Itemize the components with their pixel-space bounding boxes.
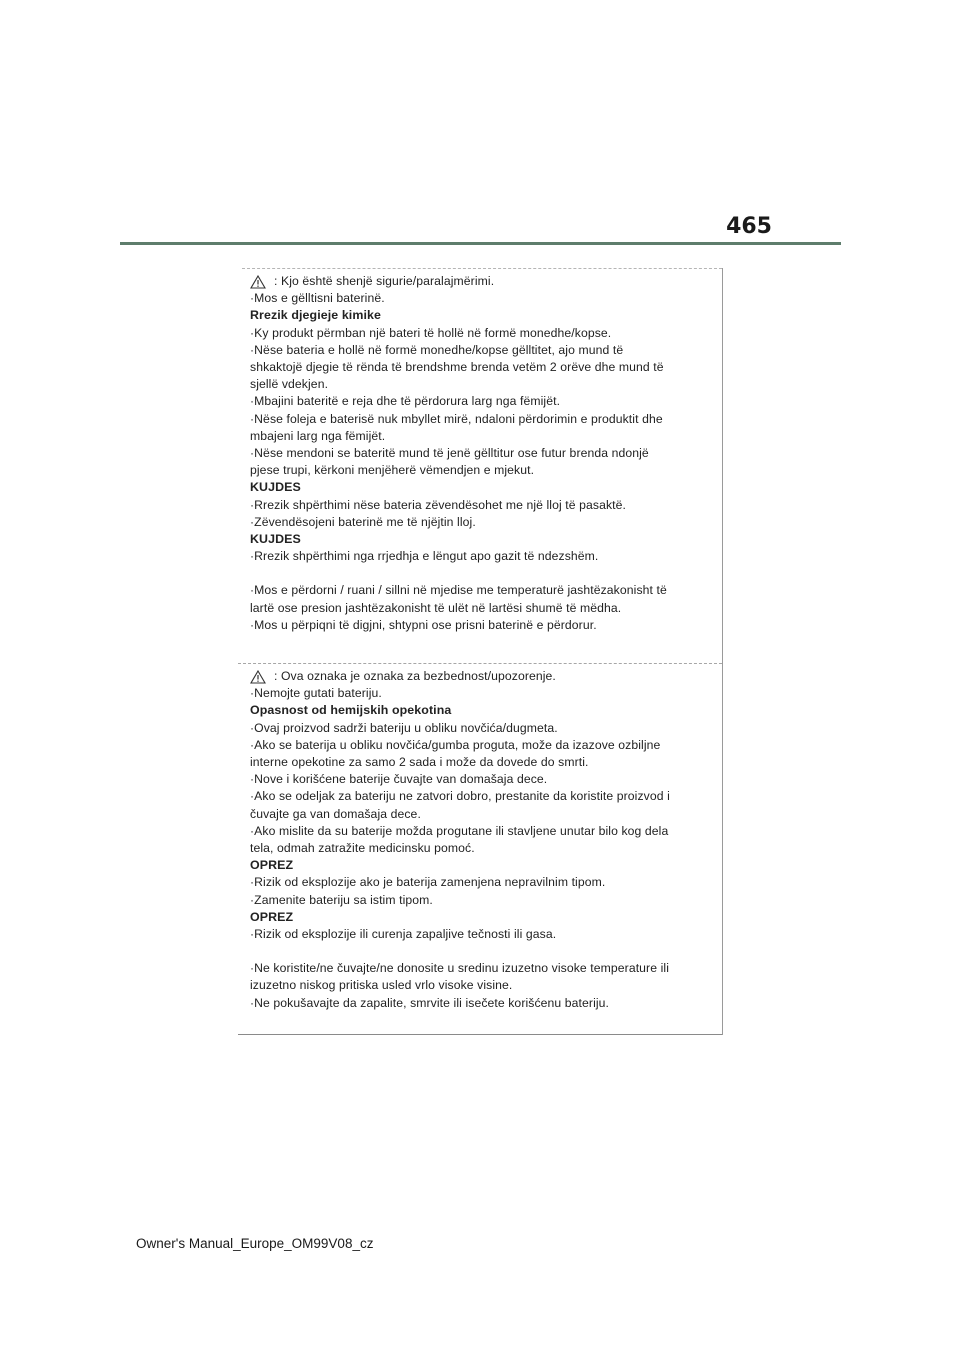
serbian-line: ·Nemojte gutati bateriju.: [250, 686, 382, 701]
albanian-warning-row: [250, 273, 708, 290]
serbian-line: ·Ako se baterija u obliku novčića/gumba proguta, može da izazove ozbiljne: [250, 737, 661, 752]
albanian-line: pjese trupi, kërkoni menjëherë vëmendjen e mjekut.: [250, 463, 535, 478]
serbian-heading-chemical-burn: Opasnost od hemijskih opekotina: [250, 703, 452, 718]
serbian-line: ·Rizik od eksplozije ako je baterija zamenjena nepravilnim tipom.: [250, 875, 606, 890]
albanian-heading-caution: KUJDES: [250, 480, 301, 495]
albanian-warning-text: : Kjo është shenjë sigurie/paralajmërimi.: [274, 274, 495, 288]
albanian-heading-caution: KUJDES: [250, 532, 301, 547]
serbian-line: ·Ako se odeljak za bateriju ne zatvori dobro, prestanite da koristite proizvod i: [250, 789, 670, 804]
albanian-heading-chemical-burn: Rrezik djegieje kimike: [250, 308, 381, 323]
serbian-heading-caution: OPREZ: [250, 909, 294, 924]
albanian-line: ·Mos e përdorni / ruani / sillni në mjedise me temperaturë jashtëzakonisht të: [250, 583, 667, 598]
albanian-line: shkaktojë djegie të rënda të brendshme brenda vetëm 2 orëve dhe mund të: [250, 360, 664, 375]
serbian-line: ·Nove i korišćene baterije čuvajte van domašaja dece.: [250, 772, 548, 787]
scanned-label-sheet: [238, 268, 723, 1035]
serbian-line: izuzetno niskog pritiska usled vrlo visoke visine.: [250, 978, 513, 993]
serbian-line: ·Ovaj proizvod sadrži bateriju u obliku novčića/dugmeta.: [250, 720, 558, 735]
serbian-line: ·Ne koristite/ne čuvajte/ne donosite u sredinu izuzetno visoke temperature ili: [250, 961, 670, 976]
albanian-line: ·Ky produkt përmban një bateri të hollë në formë monedhe/kopse.: [250, 325, 612, 340]
serbian-line: ·Rizik od eksplozije ili curenja zapaljive tečnosti ili gasa.: [250, 927, 557, 942]
sheet-bottom-border: [238, 1034, 722, 1035]
albanian-line: ·Mbajini bateritë e reja dhe të përdorura larg nga fëmijët.: [250, 394, 561, 409]
albanian-line: ·Mos e gëlltisni baterinë.: [250, 291, 385, 306]
albanian-line: sjellë vdekjen.: [250, 377, 329, 392]
serbian-line: ·Zamenite bateriju sa istim tipom.: [250, 892, 433, 907]
warning-triangle-icon: [250, 670, 266, 684]
albanian-line: lartë ose presion jashtëzakonisht të ulët në lartësi shumë të mëdha.: [250, 600, 622, 615]
albanian-line: ·Nëse mendoni se bateritë mund të jenë gëlltitur ose futur brenda ndonjë: [250, 446, 649, 461]
serbian-line: čuvajte ga van domašaja dece.: [250, 806, 421, 821]
warning-triangle-icon: [250, 275, 266, 289]
serbian-line: tela, odmah zatražite medicinsku pomoć.: [250, 841, 475, 856]
albanian-line: ·Zëvendësojeni baterinë me të njëjtin lloj.: [250, 514, 476, 529]
serbian-line: interne opekotine za samo 2 sada i može da dovede do smrti.: [250, 755, 589, 770]
albanian-line: ·Mos u përpiqni të digjni, shtypni ose prisni baterinë e përdorur.: [250, 617, 597, 632]
header-rule: [120, 242, 841, 245]
serbian-warning-section: [250, 668, 708, 1012]
serbian-warning-row: [250, 668, 708, 685]
serbian-warning-text: : Ova oznaka je oznaka za bezbednost/upozorenje.: [274, 669, 556, 683]
albanian-line: mbajeni larg nga fëmijët.: [250, 428, 386, 443]
serbian-line: ·Ako mislite da su baterije možda progutane ili stavljene unutar bilo kog dela: [250, 823, 669, 838]
serbian-line: ·Ne pokušavajte da zapalite, smrvite ili isečete korišćenu bateriju.: [250, 995, 610, 1010]
albanian-line: ·Rrezik shpërthimi nga rrjedhja e lëngut apo gazit të ndezshëm.: [250, 549, 599, 564]
albanian-line: ·Nëse foleja e baterisë nuk mbyllet mirë, ndaloni përdorimin e produktit dhe: [250, 411, 663, 426]
sheet-top-border: [242, 268, 722, 269]
albanian-warning-section: [250, 273, 708, 634]
albanian-line: ·Rrezik shpërthimi nëse bateria zëvendësohet me një lloj të pasaktë.: [250, 497, 627, 512]
sheet-section-divider: [238, 663, 722, 664]
spacer: [250, 565, 708, 582]
spacer: [250, 943, 708, 960]
albanian-line: ·Nëse bateria e hollë në formë monedhe/kopse gëlltitet, ajo mund të: [250, 342, 624, 357]
page-number: 465: [726, 214, 772, 239]
serbian-heading-caution: OPREZ: [250, 858, 294, 873]
footer-manual-id: Owner's Manual_Europe_OM99V08_cz: [136, 1236, 374, 1251]
